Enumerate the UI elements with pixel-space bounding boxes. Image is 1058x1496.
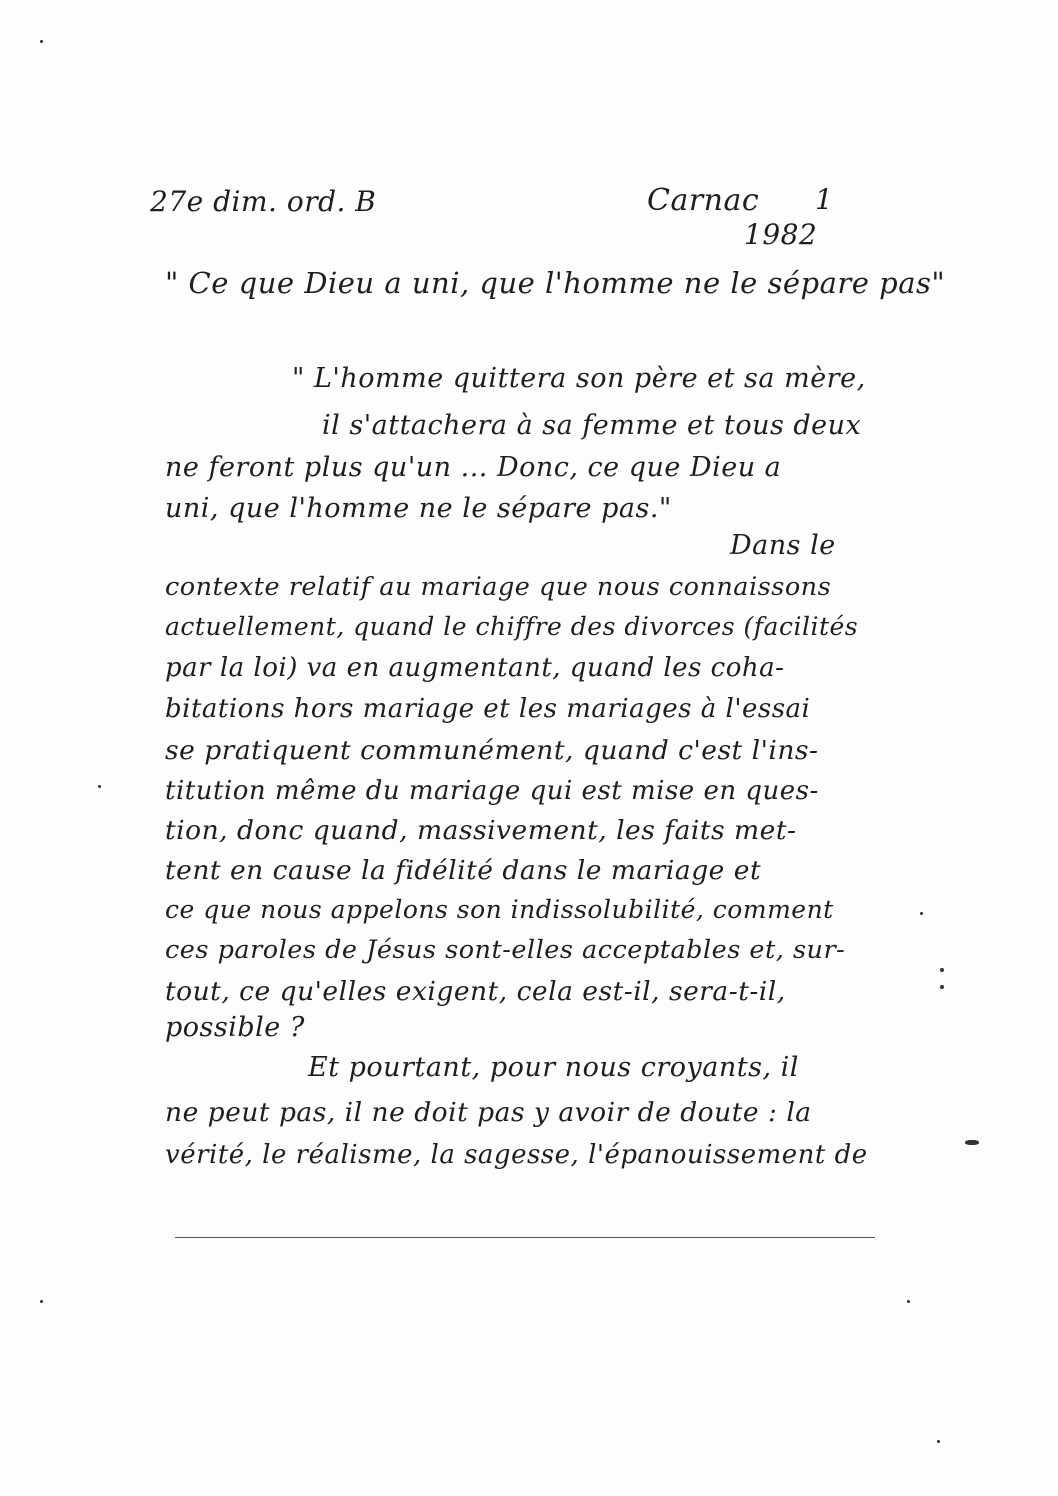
liturgical-reference: 27e dim. ord. B <box>150 185 377 218</box>
text-line: bitations hors mariage et les mariages à l'essai <box>165 694 811 724</box>
text-line: tent en cause la fidélité dans le mariage et <box>165 855 762 886</box>
year: 1982 <box>744 218 818 251</box>
scan-speck <box>40 1300 43 1303</box>
scan-speck <box>907 1300 910 1303</box>
text-line: ce que nous appelons son indissolubilité, comment <box>165 895 834 924</box>
scan-speck <box>940 985 944 989</box>
scan-speck <box>98 785 101 788</box>
text-line: Et pourtant, pour nous croyants, il <box>308 1052 799 1083</box>
text-line: ne peut pas, il ne doit pas y avoir de doute : la <box>165 1097 812 1128</box>
text-line: titution même du mariage qui est mise en ques- <box>165 776 819 806</box>
text-line: " L'homme quittera son père et sa mère, <box>292 363 866 394</box>
place-name: Carnac <box>647 183 760 218</box>
scan-speck <box>920 912 923 915</box>
text-line: tion, donc quand, massivement, les faits met- <box>165 815 797 846</box>
text-line: contexte relatif au mariage que nous connaissons <box>165 572 832 602</box>
text-line: tout, ce qu'elles exigent, cela est-il, sera-t-il, <box>165 976 786 1007</box>
scan-speck <box>965 1140 979 1145</box>
page-number: 1 <box>815 183 834 216</box>
text-line: Dans le <box>730 530 836 561</box>
text-line: possible ? <box>165 1012 305 1043</box>
text-line: ces paroles de Jésus sont-elles acceptables et, sur- <box>165 935 846 965</box>
text-line: uni, que l'homme ne le sépare pas." <box>165 493 672 524</box>
sermon-title: " Ce que Dieu a uni, que l'homme ne le sépare pas" <box>165 266 946 300</box>
text-line: ne feront plus qu'un ... Donc, ce que Dieu a <box>165 452 782 483</box>
scan-speck <box>40 40 43 43</box>
scan-speck <box>937 1440 940 1443</box>
text-line: se pratiquent communément, quand c'est l'ins- <box>165 735 819 766</box>
text-line: actuellement, quand le chiffre des divorces (facilités <box>165 612 859 641</box>
text-line: par la loi) va en augmentant, quand les coha- <box>165 653 785 683</box>
text-line: vérité, le réalisme, la sagesse, l'épanouissement de <box>165 1140 868 1170</box>
scan-speck <box>940 968 944 972</box>
text-line: il s'attachera à sa femme et tous deux <box>322 410 862 441</box>
bottom-divider <box>175 1237 875 1238</box>
